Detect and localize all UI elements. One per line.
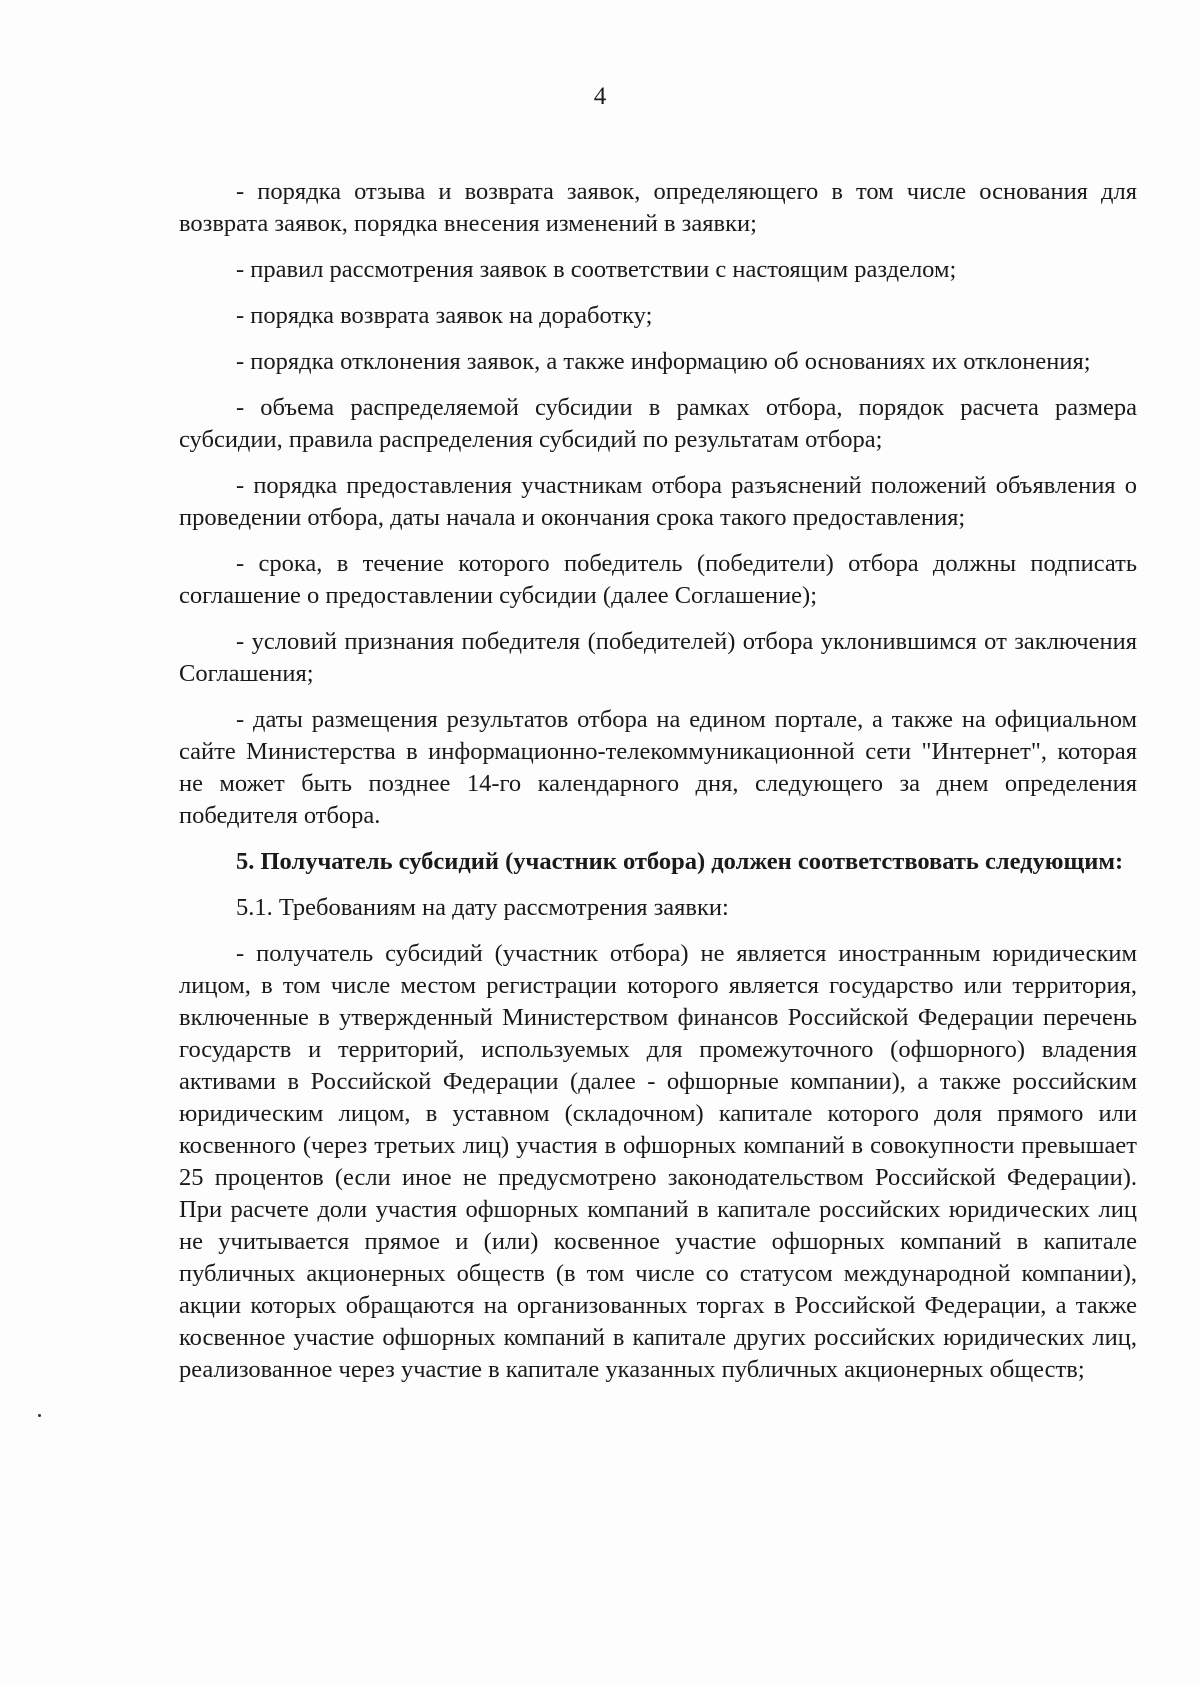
paragraph-agreement-deadline: - срока, в течение которого победитель (победители) отбора должны подписать соглашение о предоставлении субсидии (далее Соглашение); [179,550,1137,609]
paragraph-clarifications: - порядка предоставления участникам отбора разъяснений положений объявления о проведении отбора, даты начала и окончания срока такого предоставления; [179,472,1137,531]
paragraph-return-for-revision: - порядка возврата заявок на доработку; [236,302,653,329]
paragraph-rejection-procedure: - порядка отклонения заявок, а также информацию об основаниях их отклонения; [236,348,1091,375]
section-heading-recipient-requirements: 5. Получатель субсидий (участник отбора) должен соответствовать следующим: [236,848,1124,875]
document-body [179,176,1137,1386]
page-number: 4 [593,83,607,110]
paragraph-subsidy-volume: - объема распределяемой субсидии в рамках отбора, порядок расчета размера субсидии, правила распределения субсидий по результатам отбора; [179,394,1137,453]
paragraph-withdrawal-procedure: - порядка отзыва и возврата заявок, определяющего в том числе основания для возврата заявок, порядка внесения изменений в заявки; [179,178,1137,237]
paragraph-review-rules: - правил рассмотрения заявок в соответствии с настоящим разделом; [236,256,957,283]
paragraph-results-publication: - даты размещения результатов отбора на едином портале, а также на официальном сайте Министерства в информационно-телекоммуникационной сети "Интернет", которая не может быть позднее 14-го календарного дня, следующего за днем определения победителя отбора. [179,706,1137,829]
paragraph-evasion-conditions: - условий признания победителя (победителей) отбора уклонившимся от заключения Соглашения; [179,628,1137,687]
subsection-heading-5-1: 5.1. Требованиям на дату рассмотрения заявки: [236,894,729,921]
scan-speck [38,1414,41,1417]
paragraph-offshore-requirement: - получатель субсидий (участник отбора) не является иностранным юридическим лицом, в том числе местом регистрации которого является государство или территория, включенные в утвержденный Министерством финансов Российской Федерации перечень государств и территорий, используемых для промежуточного (офшорного) владения активами в Российской Федерации (далее - офшорные компании), а также российским юридическим лицом, в уставном (складочном) капитале которого доля прямого или косвенного (через третьих лиц) участия в офшорных компаний в совокупности превышает 25 процентов (если иное не предусмотрено законодательством Российской Федерации). При расчете доли участия офшорных компаний в капитале российских юридических лиц не учитывается прямое и (или) косвенное участие офшорных компаний в капитале публичных акционерных обществ (в том числе со статусом международной компании), акции которых обращаются на организованных торгах в Российской Федерации, а также косвенное участие офшорных компаний в капитале других российских юридических лиц, реализованное через участие в капитале указанных публичных акционерных обществ; [179,940,1137,1383]
